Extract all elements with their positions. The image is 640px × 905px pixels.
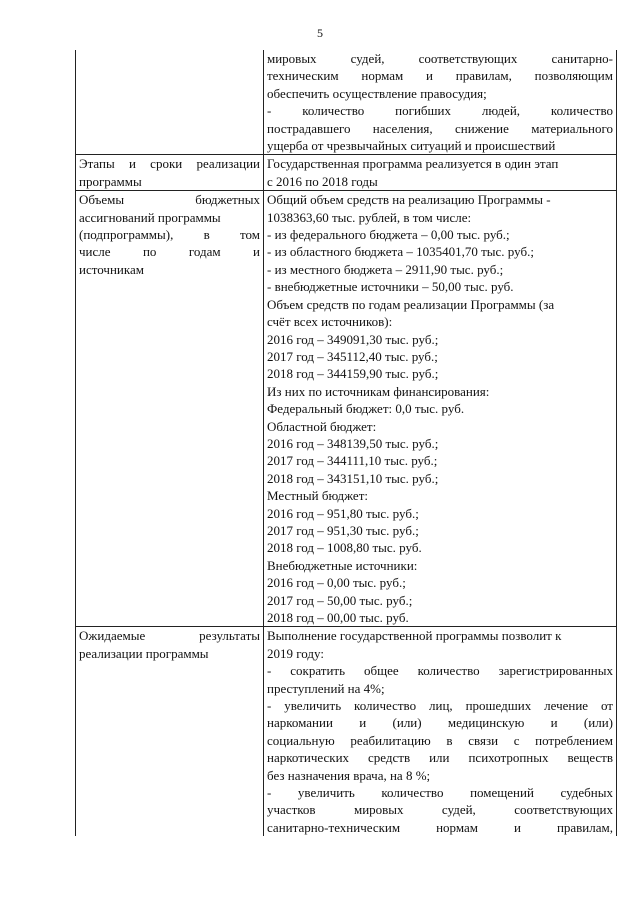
text-line: - из областного бюджета – 1035401,70 тыс. руб.; [267, 244, 534, 260]
text-line: - количество погибших людей, количество [267, 103, 613, 119]
text-line: 2017 год – 344111,10 тыс. руб.; [267, 453, 438, 469]
label-line: (подпрограммы), в том [79, 227, 260, 243]
label-line: реализации программы [79, 645, 209, 661]
text-line: социальную реабилитацию в связи с потреблением [267, 732, 613, 748]
label-line: программы [79, 173, 142, 189]
text-line: участков мировых судей, соответствующих [267, 802, 613, 818]
text-line: счёт всех источников): [267, 314, 393, 330]
text-line: 2018 год – 1008,80 тыс. руб. [267, 540, 422, 556]
table-row-continuation [76, 50, 617, 155]
label-line: Этапы и сроки реализации [79, 156, 260, 172]
table-row-budget [76, 191, 617, 627]
program-passport-table [75, 50, 617, 836]
text-line: пострадавшего населения, снижение материального [267, 120, 613, 136]
text-line: 2018 год – 343151,10 тыс. руб.; [267, 470, 439, 486]
text-line: 1038363,60 тыс. рублей, в том числе: [267, 209, 472, 225]
text-line: 2016 год – 348139,50 тыс. руб.; [267, 435, 439, 451]
text-line: без назначения врача, на 8 %; [267, 767, 431, 783]
text-line: санитарно-техническим нормам и правилам, [267, 819, 613, 835]
text-line: - из местного бюджета – 2911,90 тыс. руб.; [267, 261, 504, 277]
continuation-text [264, 50, 617, 155]
text-line: Областной бюджет: [267, 418, 377, 434]
text-line: 2017 год – 345112,40 тыс. руб.; [267, 348, 438, 364]
text-line: 2019 году: [267, 645, 324, 661]
text-line: наркотических средств или психотропных веществ [267, 750, 613, 766]
text-line: Объем средств по годам реализации Программы (за [267, 296, 555, 312]
text-line: - внебюджетные источники – 50,00 тыс. руб. [267, 279, 514, 295]
table-row-results [76, 627, 617, 836]
label-line: Ожидаемые результаты [79, 628, 260, 644]
text-line: Местный бюджет: [267, 488, 368, 504]
text-line: техническим нормам и правилам, позволяющим [267, 68, 613, 84]
text-line: - увеличить количество лиц, прошедших лечение от [267, 698, 613, 714]
text-line: обеспечить осуществление правосудия; [267, 85, 487, 101]
text-line: 2017 год – 50,00 тыс. руб.; [267, 592, 413, 608]
text-line: Государственная программа реализуется в один этап [267, 156, 559, 172]
budget-text [264, 191, 617, 627]
page-number: 5 [317, 26, 323, 40]
row-label-results [76, 627, 264, 836]
label-line: источникам [79, 261, 144, 277]
text-line: Выполнение государственной программы позволит к [267, 628, 562, 644]
label-line: Объемы бюджетных [79, 192, 260, 208]
text-line: Из них по источникам финансирования: [267, 383, 490, 399]
text-line: наркомании и (или) медицинскую и (или) [267, 715, 613, 731]
results-text [264, 627, 617, 836]
text-line: мировых судей, соответствующих санитарно- [267, 51, 613, 66]
stages-text [264, 155, 617, 191]
text-line: 2018 год – 344159,90 тыс. руб.; [267, 366, 439, 382]
text-line: Внебюджетные источники: [267, 557, 418, 573]
text-line: 2018 год – 00,00 тыс. руб. [267, 610, 409, 625]
text-line: - из федерального бюджета – 0,00 тыс. руб.; [267, 227, 510, 243]
text-line: 2016 год – 951,80 тыс. руб.; [267, 505, 419, 521]
text-line: 2016 год – 349091,30 тыс. руб.; [267, 331, 439, 347]
text-line: Федеральный бюджет: 0,0 тыс. руб. [267, 401, 465, 417]
text-line: - сократить общее количество зарегистрированных [267, 663, 613, 679]
text-line: с 2016 по 2018 годы [267, 173, 378, 189]
label-line: числе по годам и [79, 244, 260, 260]
text-line: преступлений на 4%; [267, 680, 385, 696]
table-row-stages [76, 155, 617, 191]
text-line: 2016 год – 0,00 тыс. руб.; [267, 575, 406, 591]
text-line: 2017 год – 951,30 тыс. руб.; [267, 522, 419, 538]
row-label-stages [76, 155, 264, 191]
row-label-budget [76, 191, 264, 627]
text-line: - увеличить количество помещений судебных [267, 785, 613, 801]
row-label-empty [76, 50, 264, 155]
text-line: ущерба от чрезвычайных ситуаций и происшествий [267, 138, 556, 154]
label-line: ассигнований программы [79, 209, 221, 225]
text-line: Общий объем средств на реализацию Программы - [267, 192, 551, 208]
